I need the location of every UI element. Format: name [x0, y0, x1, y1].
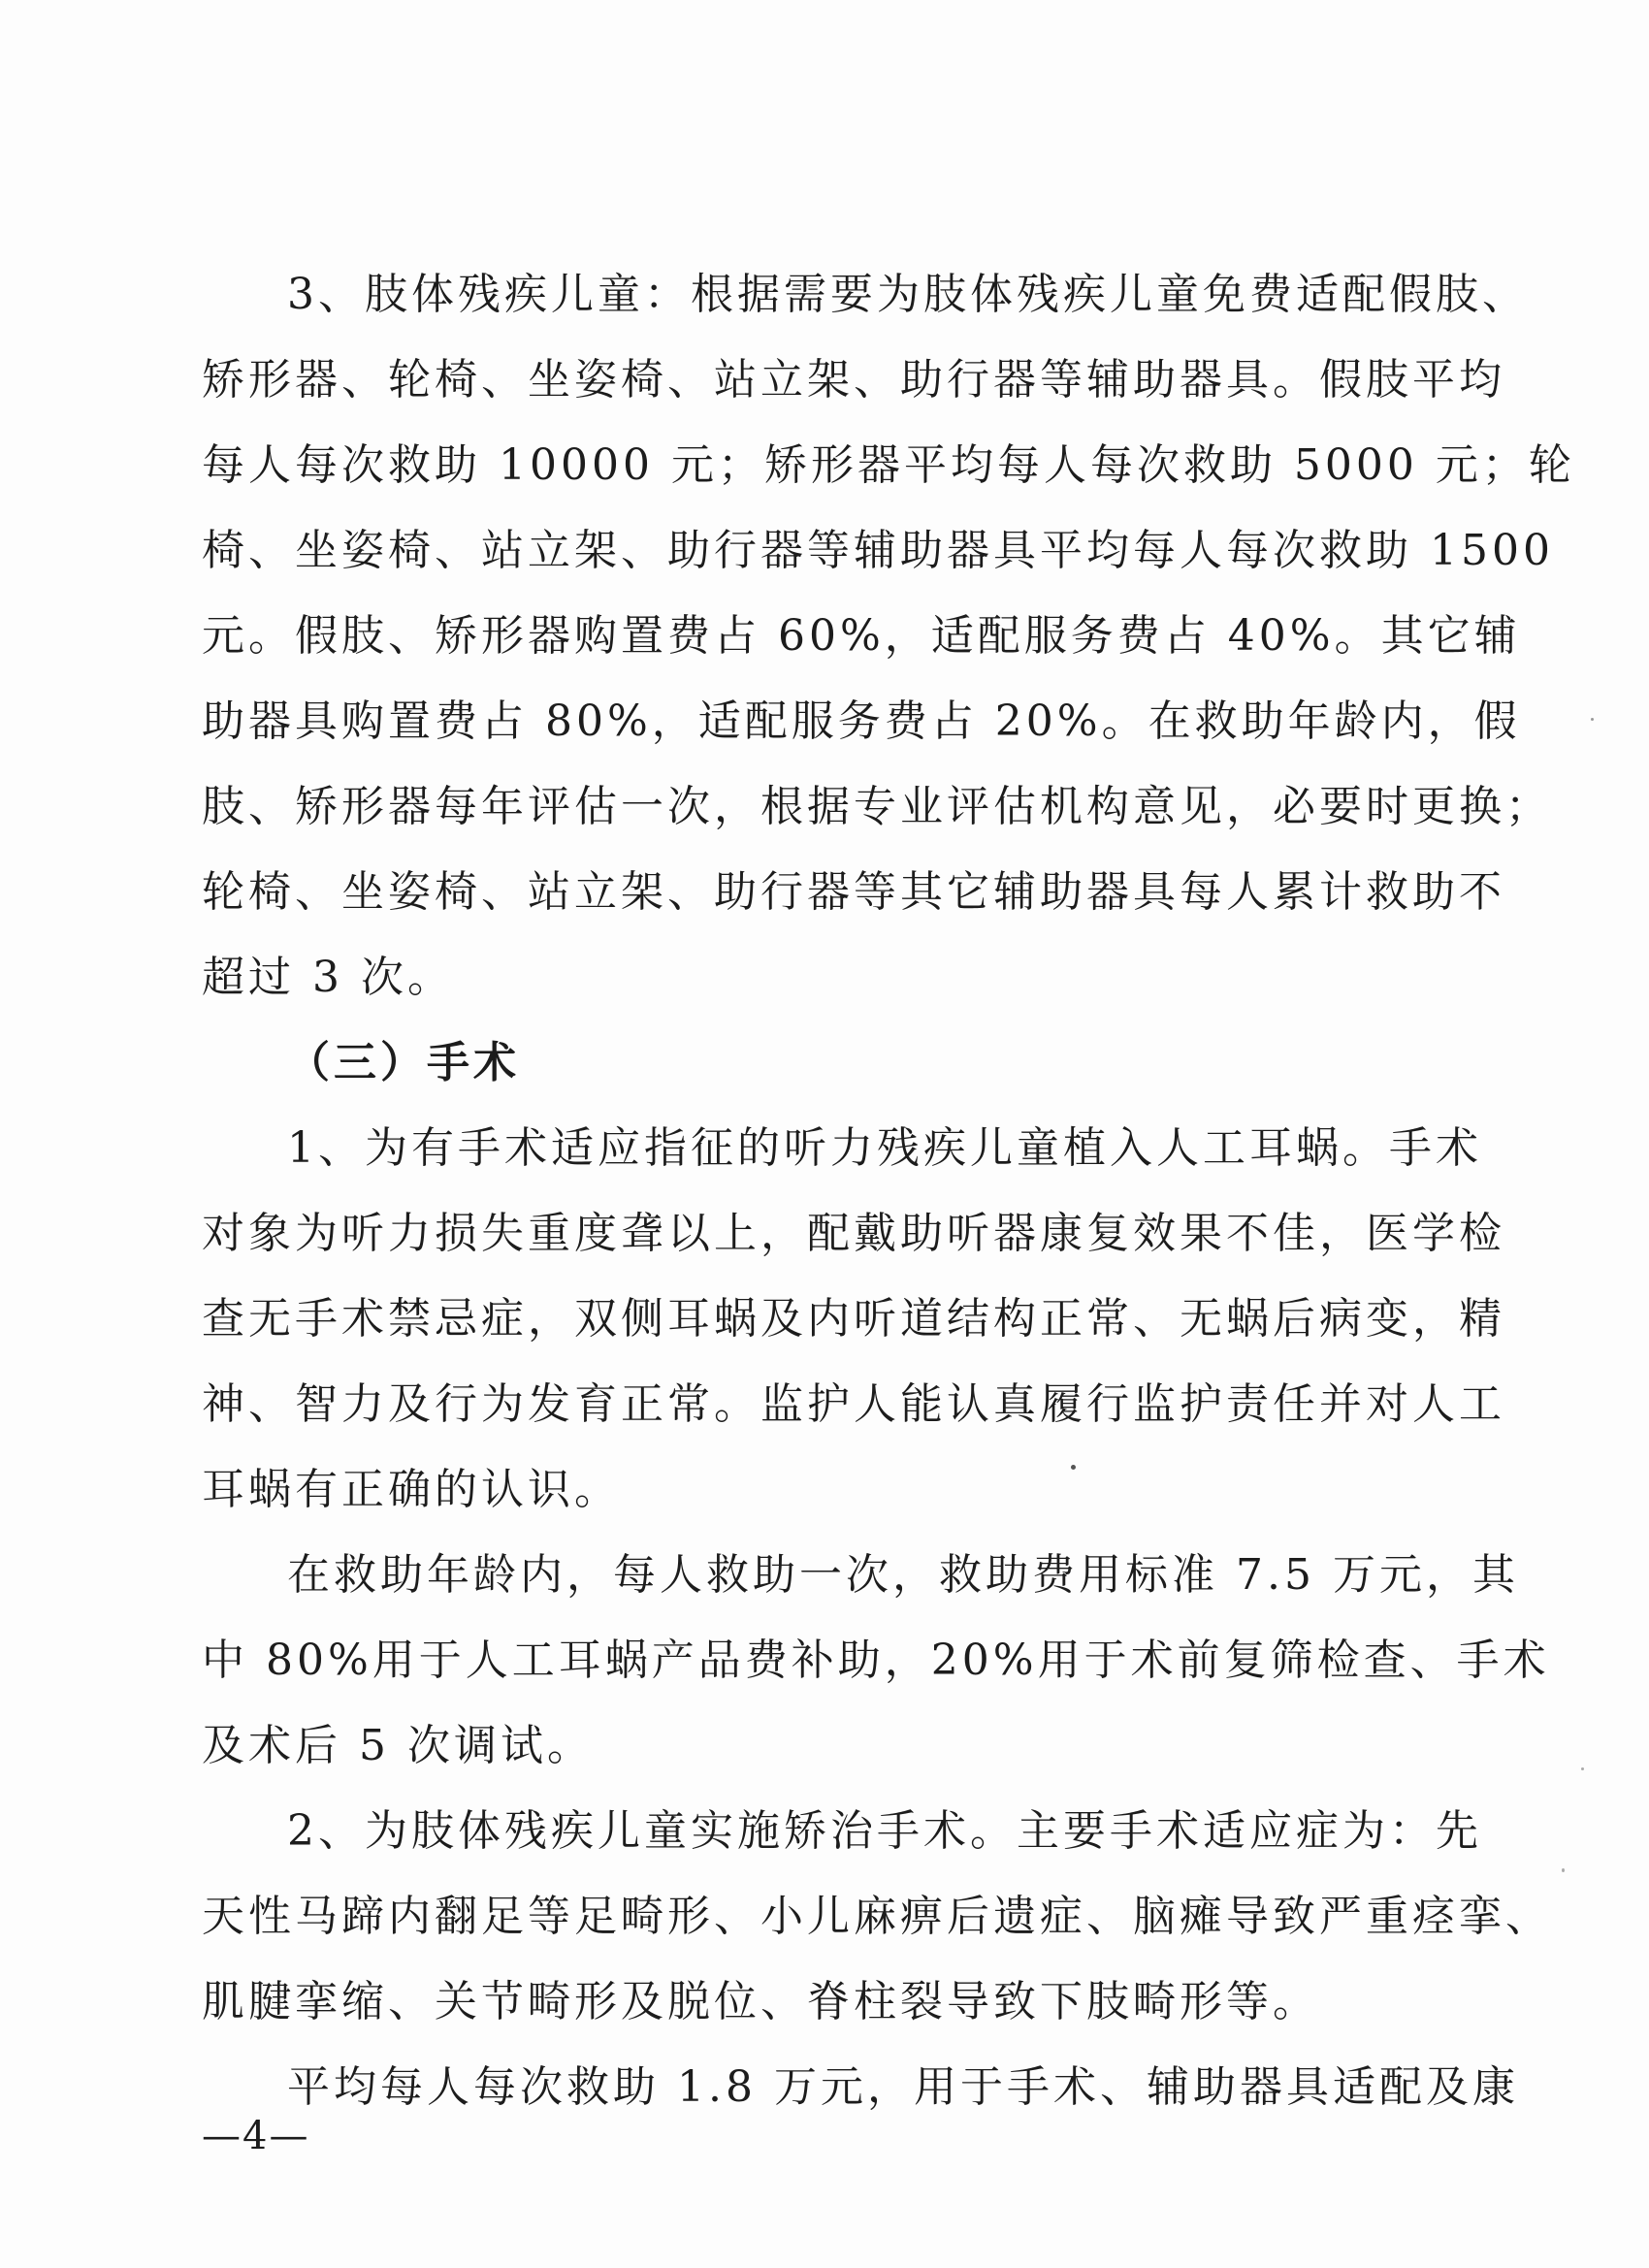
- scan-speck: [1591, 718, 1594, 721]
- section-heading-surgery: （三）手术: [287, 1038, 520, 1087]
- paragraph-cochlear-funding-line-3: 及术后 5 次调试。: [202, 1721, 594, 1770]
- paragraph-orthopedic-funding-line-1: 平均每人每次救助 1.8 万元，用于手术、辅助器具适配及康: [287, 2062, 1519, 2112]
- paragraph-limb-disability-line-1: 3、肢体残疾儿童：根据需要为肢体残疾儿童免费适配假肢、: [287, 270, 1529, 319]
- paragraph-cochlear-line-3: 查无手术禁忌症，双侧耳蜗及内听道结构正常、无蜗后病变，精: [202, 1294, 1505, 1344]
- page-number: —4—: [202, 2114, 310, 2158]
- scan-speck: [1581, 1767, 1584, 1770]
- paragraph-orthopedic-line-1: 2、为肢体残疾儿童实施矫治手术。主要手术适应症为：先: [287, 1806, 1482, 1856]
- paragraph-limb-disability-line-5: 元。假肢、矫形器购置费占 60%，适配服务费占 40%。其它辅: [202, 611, 1521, 661]
- scan-speck: [1562, 1868, 1565, 1872]
- paragraph-cochlear-funding-line-2: 中 80%用于人工耳蜗产品费补助，20%用于术前复筛检查、手术: [202, 1636, 1550, 1685]
- paragraph-cochlear-line-2: 对象为听力损失重度聋以上，配戴助听器康复效果不佳，医学检: [202, 1209, 1505, 1258]
- paragraph-cochlear-funding-line-1: 在救助年龄内，每人救助一次，救助费用标准 7.5 万元，其: [287, 1550, 1519, 1600]
- paragraph-limb-disability-line-8: 轮椅、坐姿椅、站立架、助行器等其它辅助器具每人累计救助不: [202, 867, 1505, 917]
- paragraph-orthopedic-line-2: 天性马蹄内翻足等足畸形、小儿麻痹后遗症、脑瘫导致严重痉挛、: [202, 1892, 1552, 1941]
- paragraph-limb-disability-line-2: 矫形器、轮椅、坐姿椅、站立架、助行器等辅助器具。假肢平均: [202, 355, 1505, 405]
- paragraph-limb-disability-line-7: 肢、矫形器每年评估一次，根据专业评估机构意见，必要时更换；: [202, 782, 1552, 831]
- paragraph-limb-disability-line-6: 助器具购置费占 80%，适配服务费占 20%。在救助年龄内，假: [202, 697, 1521, 746]
- paragraph-limb-disability-line-9: 超过 3 次。: [202, 953, 454, 1002]
- scan-speck: [1071, 1465, 1076, 1470]
- paragraph-orthopedic-line-3: 肌腱挛缩、关节畸形及脱位、脊柱裂导致下肢畸形等。: [202, 1977, 1319, 2026]
- paragraph-cochlear-line-4: 神、智力及行为发育正常。监护人能认真履行监护责任并对人工: [202, 1379, 1505, 1429]
- paragraph-cochlear-line-5: 耳蜗有正确的认识。: [202, 1465, 621, 1514]
- paragraph-cochlear-line-1: 1、为有手术适应指征的听力残疾儿童植入人工耳蜗。手术: [287, 1123, 1482, 1173]
- paragraph-limb-disability-line-4: 椅、坐姿椅、站立架、助行器等辅助器具平均每人每次救助 1500: [202, 526, 1554, 575]
- paragraph-limb-disability-line-3: 每人每次救助 10000 元；矫形器平均每人每次救助 5000 元；轮: [202, 440, 1575, 490]
